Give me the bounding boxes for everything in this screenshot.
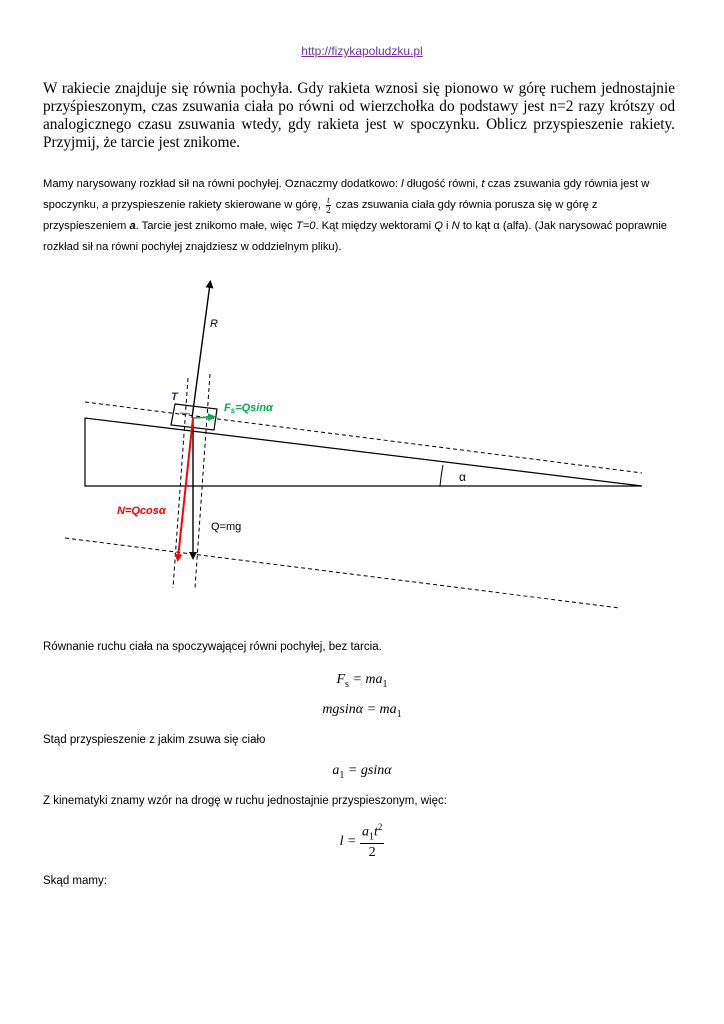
intro-text-8: i — [442, 220, 452, 232]
label-R: R — [210, 318, 218, 330]
force-diagram — [0, 270, 724, 620]
eq1-right: = ma — [348, 672, 383, 687]
intro-text-9: to kąt α (alfa). (Jak narysować poprawnie rozkład sił na równi pochyłej znajdziesz w oddzielnym pliku). — [43, 220, 668, 253]
intro-text-6: . Tarcie jest znikomo małe, więc — [135, 220, 296, 232]
eq4-fraction — [360, 822, 384, 861]
intro-var-a: a — [102, 199, 109, 211]
intro-fraction — [326, 196, 331, 215]
eq1-right-sub: 1 — [382, 678, 388, 690]
intro-text-7: . Kąt między wektorami — [315, 220, 435, 232]
force-N-arrow — [178, 418, 193, 558]
header-link[interactable]: http://fizykapoludzku.pl — [301, 44, 423, 58]
intro-var-l: l — [401, 178, 404, 190]
fraction-denominator: 2 — [326, 204, 331, 215]
intro-paragraph — [43, 174, 675, 258]
intro-text-5: czas zsuwania ciała gdy równia porusza się w górę z przyspieszeniem — [43, 199, 598, 232]
intro-var-T0: T=0 — [295, 220, 316, 232]
eq1-left: F — [336, 672, 346, 687]
force-R-arrow — [192, 284, 210, 418]
label-Fs-main: F — [224, 402, 231, 414]
eq3-right: = gsinα — [344, 763, 392, 778]
problem-statement: W rakiecie znajduje się równia pochyła. Gdy rakieta wznosi się pionowo w górę ruchem jednostajnie przyśpieszonym, czas zsuwania ciała po równi od wierzchołka do podstawy jest n=2 razy krótszy od analogicznego czasu zsuwania wtedy, gdy rakieta jest w spoczynku. Oblicz przyspieszenie rakiety. Przyjmij, że tarcie jest znikome. — [43, 80, 675, 151]
label-Fs-sub: s — [230, 406, 236, 415]
label-Fs-rest: =Qsinα — [235, 402, 273, 414]
eq1-left-sub: s — [345, 678, 349, 690]
equation-3 — [0, 763, 724, 781]
label-alpha: α — [459, 470, 466, 484]
intro-var-t: t — [481, 178, 485, 190]
section-text-4: Skąd mamy: — [43, 875, 107, 887]
section-text-3: Z kinematyki znamy wzór na drogę w ruchu jednostajnie przyspieszonym, więc: — [43, 795, 447, 807]
eq4-numerator — [360, 822, 384, 844]
intro-var-a2: a — [129, 220, 136, 232]
eq4-num-a: a — [361, 824, 369, 840]
eq2-main: mgsinα = ma — [322, 702, 397, 717]
incline-triangle — [85, 418, 642, 486]
eq4-denominator: 2 — [368, 845, 376, 861]
equation-4 — [0, 822, 724, 861]
section-text-2: Stąd przyspieszenie z jakim zsuwa się ciało — [43, 734, 266, 746]
intro-var-N: N — [451, 220, 460, 232]
eq4-num-t: t — [373, 824, 378, 840]
equation-1 — [0, 672, 724, 690]
label-Q: Q=mg — [211, 521, 242, 533]
intro-text-3: czas zsuwania gdy równia jest w spoczynku, — [43, 178, 650, 211]
eq2-sub: 1 — [396, 708, 402, 720]
eq4-num-sub: 1 — [368, 831, 374, 843]
angle-arc — [440, 465, 443, 486]
dashed-line-bottom — [65, 538, 620, 608]
section-text-1: Równanie ruchu ciała na spoczywającej równi pochyłej, bez tarcia. — [43, 641, 382, 653]
equation-2 — [0, 702, 724, 720]
intro-text-1: Mamy narysowany rozkład sił na równi pochyłej. Oznaczmy dodatkowo: — [43, 178, 402, 190]
force-T-arrow — [180, 413, 190, 414]
intro-text-2: długość równi, — [403, 178, 482, 190]
eq3-left-sub: 1 — [339, 769, 345, 781]
label-T: T — [171, 391, 178, 403]
intro-text-4: przyspieszenie rakiety skierowane w górę, — [108, 199, 325, 211]
force-Fs-arrow — [193, 417, 212, 418]
intro-var-Q: Q — [434, 220, 443, 232]
eq3-left: a — [332, 763, 340, 778]
dashed-line-top — [85, 402, 642, 473]
eq4-num-sup: 2 — [377, 822, 383, 832]
label-N: N=Qcosα — [117, 505, 166, 517]
eq4-left: l = — [339, 833, 360, 849]
fraction-numerator: t — [327, 194, 330, 205]
label-Fs — [224, 402, 274, 415]
